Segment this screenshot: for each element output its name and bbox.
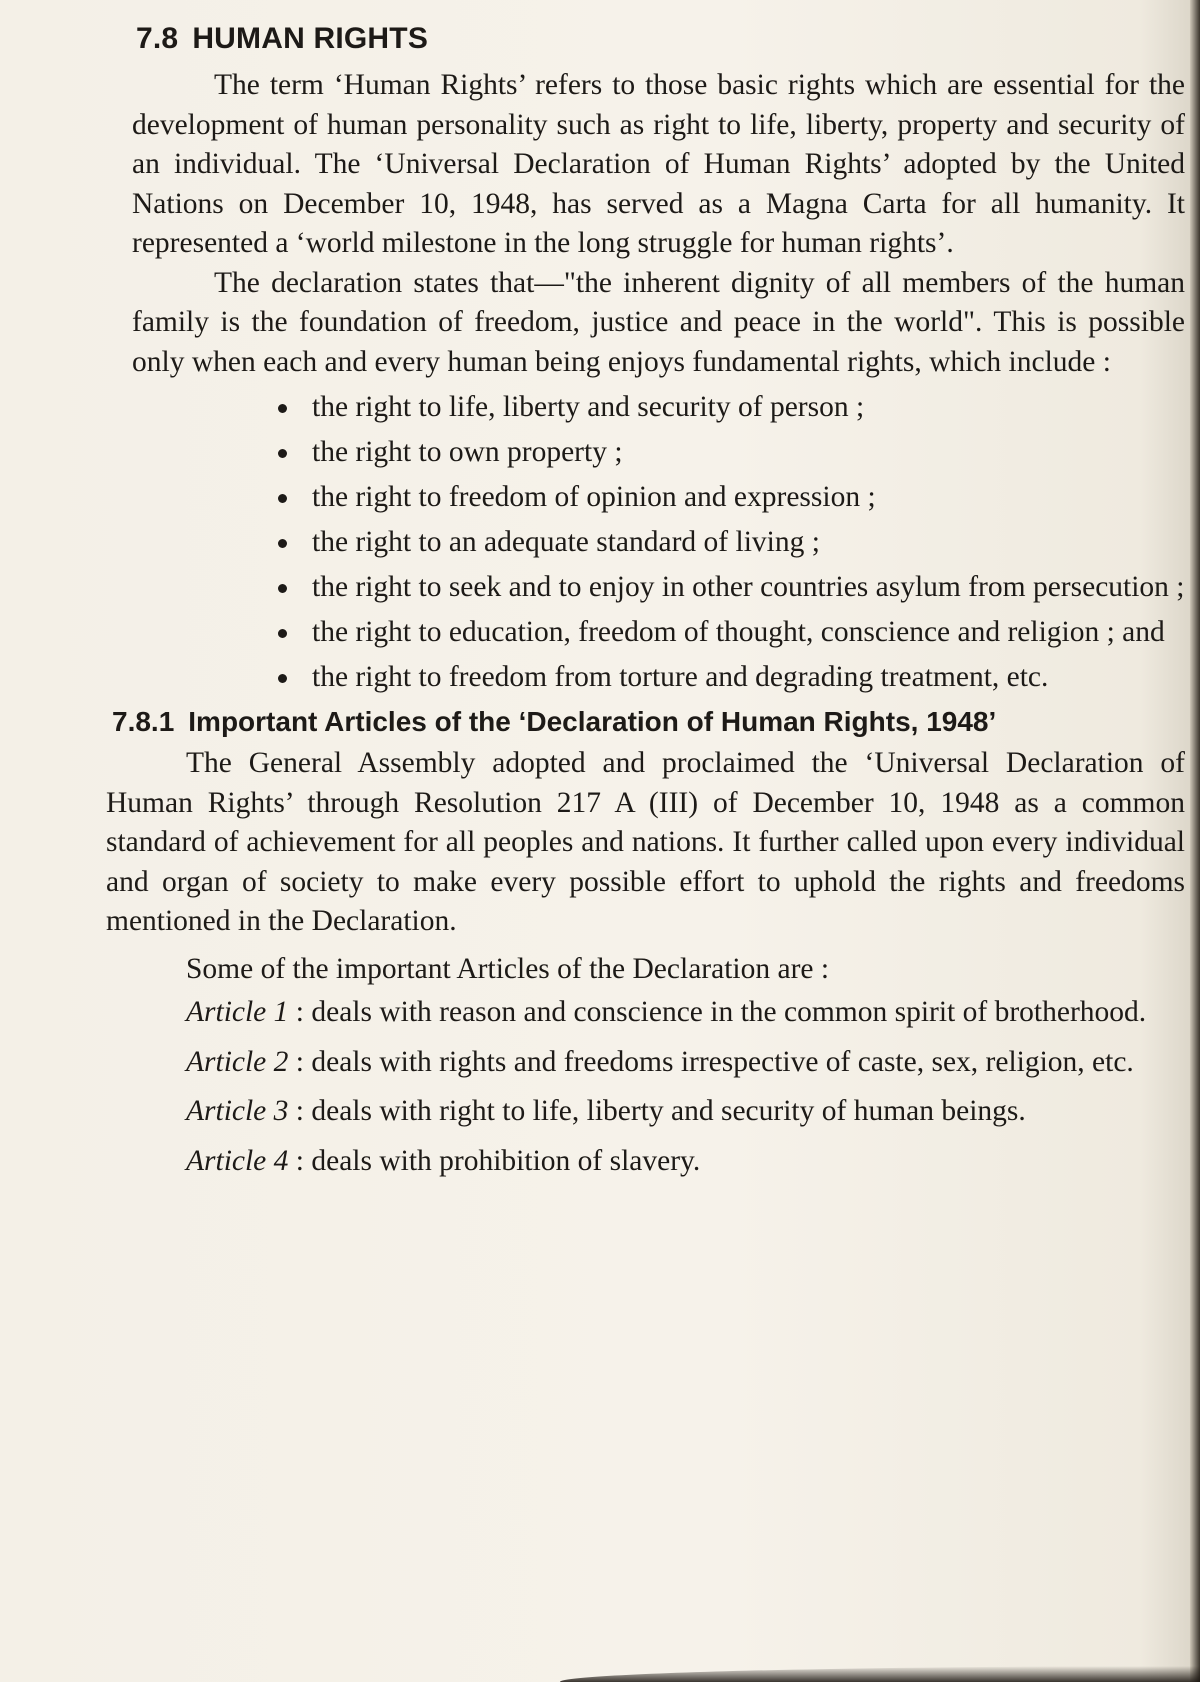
- section-number: 7.8: [136, 22, 179, 55]
- article-4: Article 4 : deals with prohibition of slavery.: [186, 1144, 701, 1177]
- article-3: Article 3 : deals with right to life, liberty and security of human beings.: [186, 1095, 1026, 1127]
- intro-paragraph: The term ‘Human Rights’ refers to those basic rights which are essential for the development of human personality such as right to life, liberty, property and security of an individual. The ‘Universal Declaration of Human Rights’ adopted by the United Nations on December 10, 1948, has served as a Magna Carta for all humanity. It represented a ‘world milestone in the long struggle for human rights’.: [132, 69, 1185, 259]
- list-item: the right to an adequate standard of living ;: [276, 523, 1185, 561]
- subsection-body: [100, 744, 1185, 1181]
- section-heading: [136, 22, 1185, 56]
- subsection-heading: [112, 706, 1185, 738]
- list-item: the right to freedom from torture and degrading treatment, etc.: [276, 658, 1185, 696]
- subsection-title: Important Articles of the ‘Declaration of Human Rights, 1948’: [188, 706, 997, 737]
- page-content: [100, 22, 1185, 1191]
- list-item: the right to seek and to enjoy in other countries asylum from persecution ;: [276, 568, 1185, 606]
- article-label: Article 1: [186, 996, 289, 1028]
- page-edge-shadow: [1190, 0, 1200, 1682]
- article-1: Article 1 : deals with reason and conscience in the common spirit of brotherhood.: [186, 996, 1147, 1028]
- articles-intro: Some of the important Articles of the Declaration are :: [186, 952, 830, 985]
- list-item: the right to freedom of opinion and expression ;: [276, 478, 1185, 516]
- bullet-icon: [278, 449, 287, 458]
- list-item: the right to life, liberty and security of person ;: [276, 388, 1185, 426]
- rights-list: [100, 388, 1185, 696]
- bullet-icon: [278, 674, 287, 683]
- bullet-icon: [278, 539, 287, 548]
- bullet-icon: [278, 494, 287, 503]
- list-item: the right to own property ;: [276, 433, 1185, 471]
- list-item: the right to education, freedom of thought, conscience and religion ; and: [276, 613, 1185, 651]
- article-label: Article 4: [186, 1144, 289, 1177]
- general-assembly-paragraph: The General Assembly adopted and proclaimed the ‘Universal Declaration of Human Rights’ through Resolution 217 A (III) of December 10, 1948 as a common standard of achievement for all peoples and nations. It further called upon every individual and organ of society to make every possible effort to uphold the rights and freedoms mentioned in the Declaration.: [106, 747, 1185, 937]
- bullet-icon: [278, 629, 287, 638]
- article-label: Article 2: [186, 1045, 289, 1078]
- bullet-icon: [278, 584, 287, 593]
- declaration-paragraph: The declaration states that—"the inherent dignity of all members of the human family is the foundation of freedom, justice and peace in the world". This is possible only when each and every human being enjoys fundamental rights, which include :: [132, 266, 1185, 378]
- article-label: Article 3: [186, 1095, 289, 1127]
- page-bottom-shadow: [560, 1666, 1200, 1682]
- bullet-icon: [278, 404, 287, 413]
- subsection-number: 7.8.1: [112, 706, 175, 737]
- article-2: Article 2 : deals with rights and freedoms irrespective of caste, sex, religion, etc.: [186, 1045, 1134, 1078]
- section-title: HUMAN RIGHTS: [192, 22, 429, 55]
